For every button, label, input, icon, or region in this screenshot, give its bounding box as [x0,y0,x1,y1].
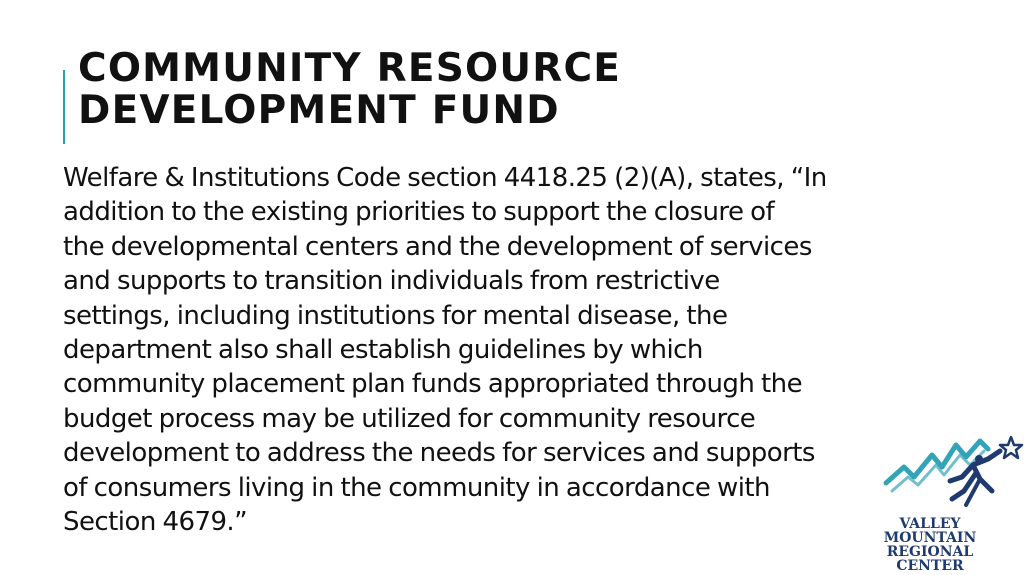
body-line: Welfare & Institutions Code section 4418.25 (2)(A), states, “In [63,163,827,193]
body-line: settings, including institutions for mental disease, the [63,300,728,331]
logo-wordmark [880,517,1020,573]
mountain-figure-star-icon [880,433,1024,517]
body-line: addition to the existing priorities to support the closure of [63,197,775,228]
title-line: COMMUNITY RESOURCE [78,46,622,91]
body-line: department also shall establish guidelines by which [63,335,703,366]
organization-logo [880,433,1020,575]
body-line: budget process may be utilized for community resource [63,403,756,434]
logo-line: CENTER [896,558,964,574]
body-line: the developmental centers and the development of services [63,231,812,262]
logo-line: MOUNTAIN [883,530,977,546]
logo-line: VALLEY [899,516,961,532]
body-paragraph [63,161,993,539]
body-line: development to address the needs for services and supports [63,438,815,469]
slide-title [78,48,621,132]
title-line: DEVELOPMENT FUND [78,88,560,133]
body-line: community placement plan funds appropriated through the [63,369,803,400]
title-accent-bar [63,70,65,144]
body-line: and supports to transition individuals from restrictive [63,266,720,297]
body-line: of consumers living in the community in accordance with [63,472,770,503]
body-line: Section 4679.” [63,507,248,538]
logo-line: REGIONAL [886,544,974,560]
